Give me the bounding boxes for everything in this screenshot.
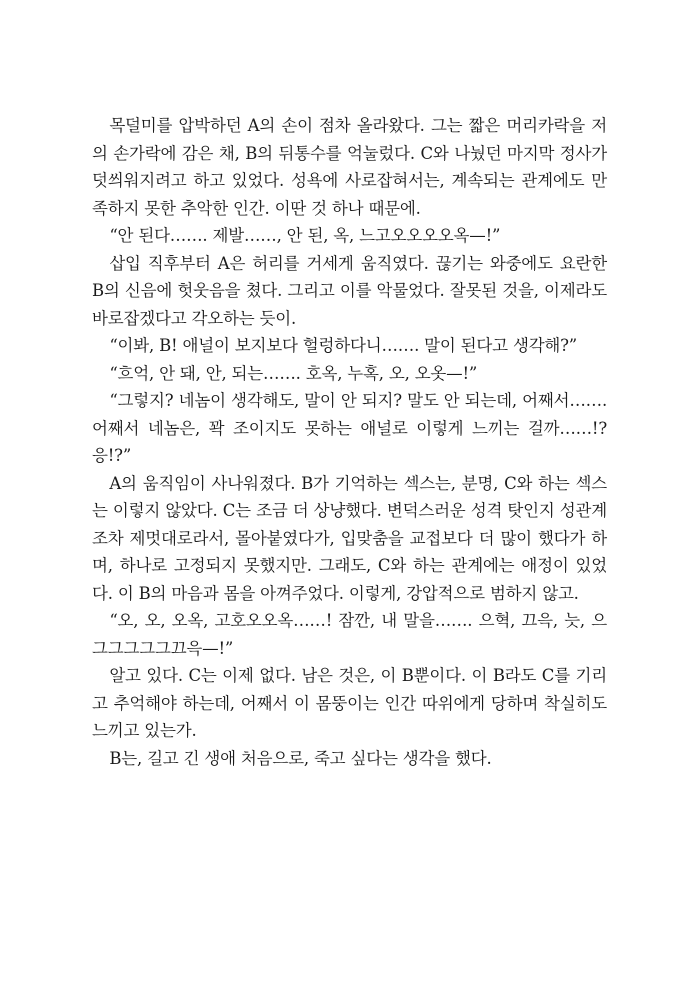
paragraph: 삽입 직후부터 A은 허리를 거세게 움직였다. 끊기는 와중에도 요란한 B의 신음에 헛웃음을 쳤다. 그리고 이를 악물었다. 잘못된 것을, 이제라도 바로잡겠다고 각오하는 듯이. bbox=[92, 253, 607, 328]
paragraph: “이봐, B! 애널이 보지보다 헐렁하다니……. 말이 된다고 생각해?” bbox=[109, 336, 578, 355]
paragraph: B는, 길고 긴 생애 처음으로, 죽고 싶다는 생각을 했다. bbox=[109, 748, 492, 768]
paragraph: “흐억, 안 돼, 안, 되는……. 호옥, 누혹, 오, 오옷—!” bbox=[109, 363, 478, 383]
paragraph: “그렇지? 네놈이 생각해도, 말이 안 되지? 말도 안 되는데, 어째서……. 어째서 네놈은, 꽉 조이지도 못하는 애널로 이렇게 느끼는 걸까……!? 응!?” bbox=[92, 391, 607, 465]
paragraph: 알고 있다. C는 이제 없다. 남은 것은, 이 B뿐이다. 이 B라도 C를 기리고 추억해야 하는데, 어째서 이 몸뚱이는 인간 따위에게 당하며 착실히도 느끼고 있는가. bbox=[92, 666, 607, 740]
paragraph: A의 움직임이 사나워졌다. B가 기억하는 섹스는, 분명, C와 하는 섹스는 이렇지 않았다. C는 조금 더 상냥했다. 변덕스러운 성격 탓인지 성관계조차 제멋대로라서, 몰아붙였다가, 입맞춤을 교접보다 더 많이 했다가 하며, 하나로 고정되지 못했지만. 그래도, C와 하는 관계에는 애정이 있었다. 이 B의 마음과 몸을 아껴주었다. 이렇게, 강압적으로 범하지 않고. bbox=[92, 473, 607, 603]
paragraph: “안 된다……. 제발……, 안 된, 옥, 느고오오오오옥—!” bbox=[109, 226, 501, 245]
paragraph: “오, 오, 오옥, 고호오오옥……! 잠깐, 내 말을……. 으혁, 끄윽, 늣, 으그그그그그끄윽—!” bbox=[92, 611, 607, 658]
body-text bbox=[92, 112, 607, 772]
paragraph: 목덜미를 압박하던 A의 손이 점차 올라왔다. 그는 짧은 머리카락을 저의 손가락에 감은 채, B의 뒤통수를 억눌렀다. C와 나눴던 마지막 정사가 덧씌워지려고 하고 있었다. 성욕에 사로잡혀서는, 계속되는 관계에도 만족하지 못한 추악한 인간. 이딴 것 하나 때문에. bbox=[92, 116, 607, 218]
